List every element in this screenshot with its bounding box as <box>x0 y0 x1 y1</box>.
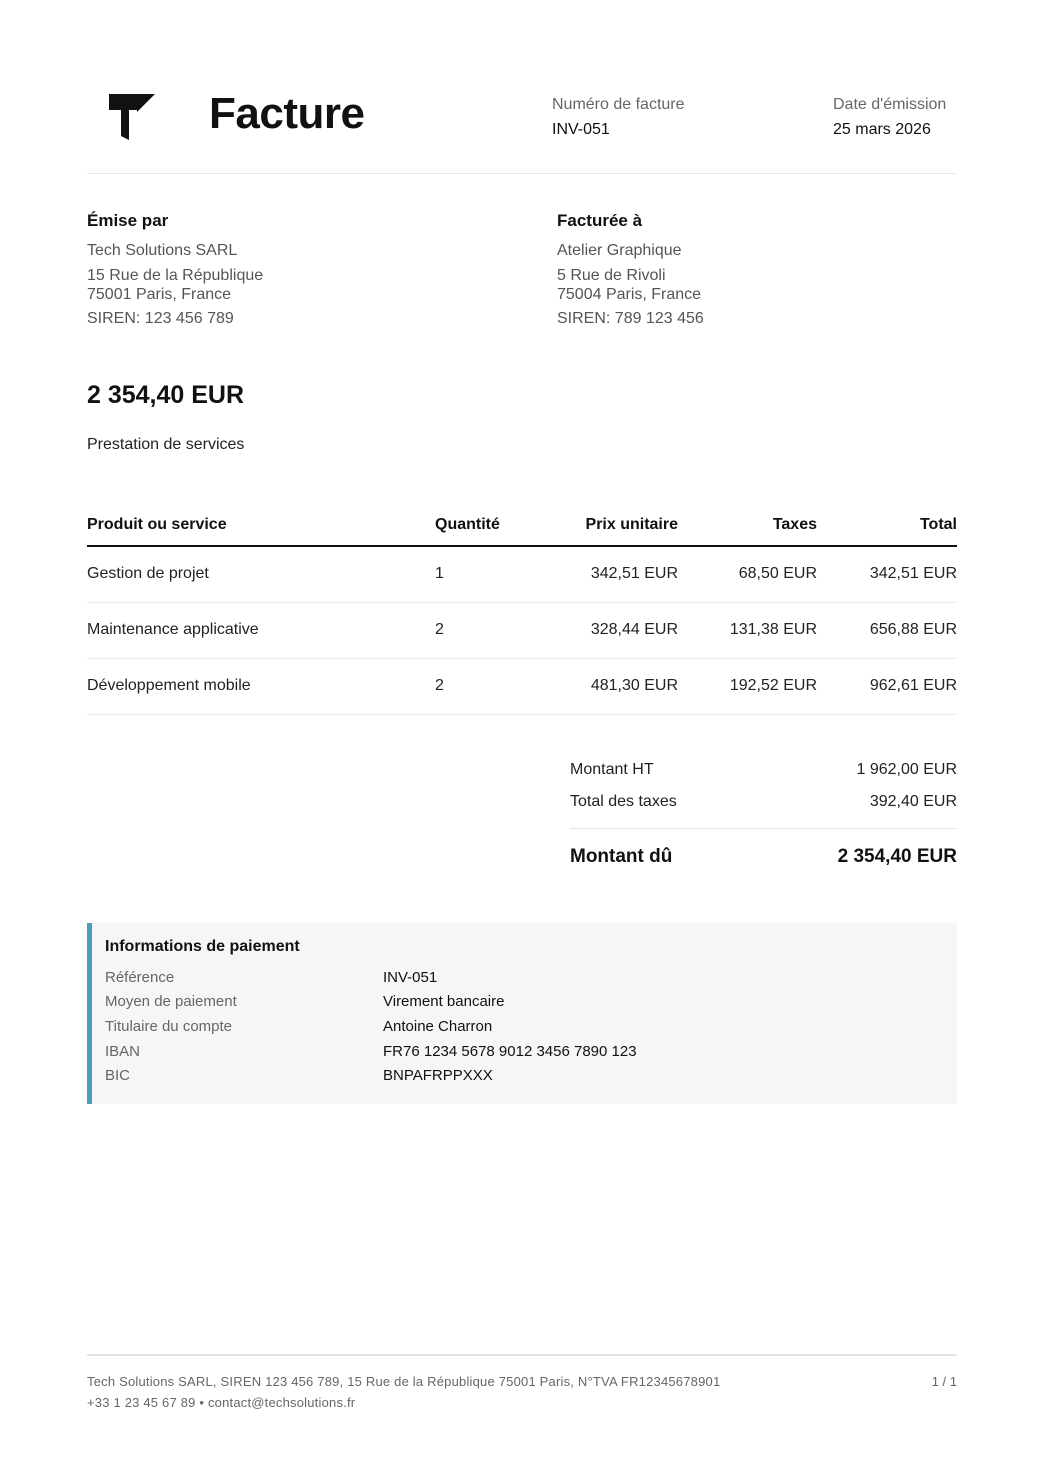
column-header-quantity: Quantité <box>435 505 515 546</box>
page-title: Facture <box>209 89 365 138</box>
issue-date-block <box>833 95 957 140</box>
recipient-siren: SIREN: 789 123 456 <box>557 310 704 327</box>
payment-value: BNPAFRPPXXX <box>383 1067 493 1084</box>
cell-taxes: 131,38 EUR <box>678 602 817 658</box>
payment-value: INV-051 <box>383 969 438 986</box>
recipient-name: Atelier Graphique <box>557 242 682 259</box>
taxes-row <box>570 792 957 812</box>
issuer-address-line2: 75001 Paris, France <box>87 286 232 303</box>
subtotal-value: 1 962,00 EUR <box>856 761 957 778</box>
cell-total: 656,88 EUR <box>817 602 957 658</box>
cell-taxes: 68,50 EUR <box>678 546 817 602</box>
table-row <box>87 658 957 714</box>
line-items-table <box>87 505 957 715</box>
recipient-heading: Facturée à <box>557 211 643 230</box>
cell-unit-price: 481,30 EUR <box>515 658 678 714</box>
recipient-address-line1: 5 Rue de Rivoli <box>557 267 666 284</box>
cell-taxes: 192,52 EUR <box>678 658 817 714</box>
issue-date-label: Date d'émission <box>833 96 947 113</box>
totals-divider <box>570 828 957 829</box>
cell-unit-price: 342,51 EUR <box>515 546 678 602</box>
invoice-page <box>87 0 957 1478</box>
table-row <box>87 546 957 602</box>
payment-label: Titulaire du compte <box>105 1018 233 1035</box>
footer-contact-info: +33 1 23 45 67 89 • contact@techsolutions.fr <box>87 1395 356 1410</box>
invoice-subject: Prestation de services <box>87 436 245 453</box>
issue-date: 25 mars 2026 <box>833 121 931 138</box>
payment-value: Virement bancaire <box>383 993 505 1010</box>
payment-value: FR76 1234 5678 9012 3456 7890 123 <box>383 1043 637 1060</box>
column-header-total: Total <box>817 505 957 546</box>
payment-label: IBAN <box>105 1043 141 1060</box>
company-logo-icon <box>107 90 157 140</box>
subtotal-row <box>570 760 957 780</box>
column-header-unit-price: Prix unitaire <box>515 505 678 546</box>
taxes-label: Total des taxes <box>570 793 677 810</box>
payment-info-block <box>87 923 957 1104</box>
recipient-address-line2: 75004 Paris, France <box>557 286 702 303</box>
page-number: 1 / 1 <box>931 1374 957 1389</box>
issuer-address-line1: 15 Rue de la République <box>87 267 264 284</box>
cell-quantity: 2 <box>435 658 515 714</box>
table-row <box>87 602 957 658</box>
footer-company-info: Tech Solutions SARL, SIREN 123 456 789, 15 Rue de la République 75001 Paris, N°TVA FR12345678901 <box>87 1374 721 1389</box>
table-header-row <box>87 505 957 546</box>
recipient-block <box>557 210 957 328</box>
cell-total: 962,61 EUR <box>817 658 957 714</box>
column-header-taxes: Taxes <box>678 505 817 546</box>
cell-product: Développement mobile <box>87 658 435 714</box>
taxes-value: 392,40 EUR <box>869 793 957 810</box>
subtotal-label: Montant HT <box>570 761 654 778</box>
issuer-heading: Émise par <box>87 211 169 230</box>
issuer-name: Tech Solutions SARL <box>87 242 238 259</box>
cell-unit-price: 328,44 EUR <box>515 602 678 658</box>
cell-total: 342,51 EUR <box>817 546 957 602</box>
issuer-siren: SIREN: 123 456 789 <box>87 310 234 327</box>
amount-due-label: Montant dû <box>570 846 673 867</box>
amount-due-value: 2 354,40 EUR <box>837 846 957 867</box>
totals-block <box>570 760 957 869</box>
payment-label: Moyen de paiement <box>105 993 237 1010</box>
cell-quantity: 2 <box>435 602 515 658</box>
amount-due-summary: 2 354,40 EUR <box>87 381 245 409</box>
invoice-number-label: Numéro de facture <box>552 96 685 113</box>
column-header-product: Produit ou service <box>87 505 435 546</box>
payment-info-title: Informations de paiement <box>105 938 300 955</box>
cell-product: Maintenance applicative <box>87 602 435 658</box>
page-footer <box>87 1354 957 1410</box>
cell-product: Gestion de projet <box>87 546 435 602</box>
invoice-number-block <box>552 95 685 140</box>
payment-label: BIC <box>105 1067 131 1084</box>
payment-label: Référence <box>105 969 175 986</box>
issuer-block <box>87 210 487 328</box>
invoice-number: INV-051 <box>552 121 610 138</box>
payment-value: Antoine Charron <box>383 1018 493 1035</box>
cell-quantity: 1 <box>435 546 515 602</box>
invoice-header <box>87 88 957 174</box>
amount-due-row <box>570 845 957 869</box>
